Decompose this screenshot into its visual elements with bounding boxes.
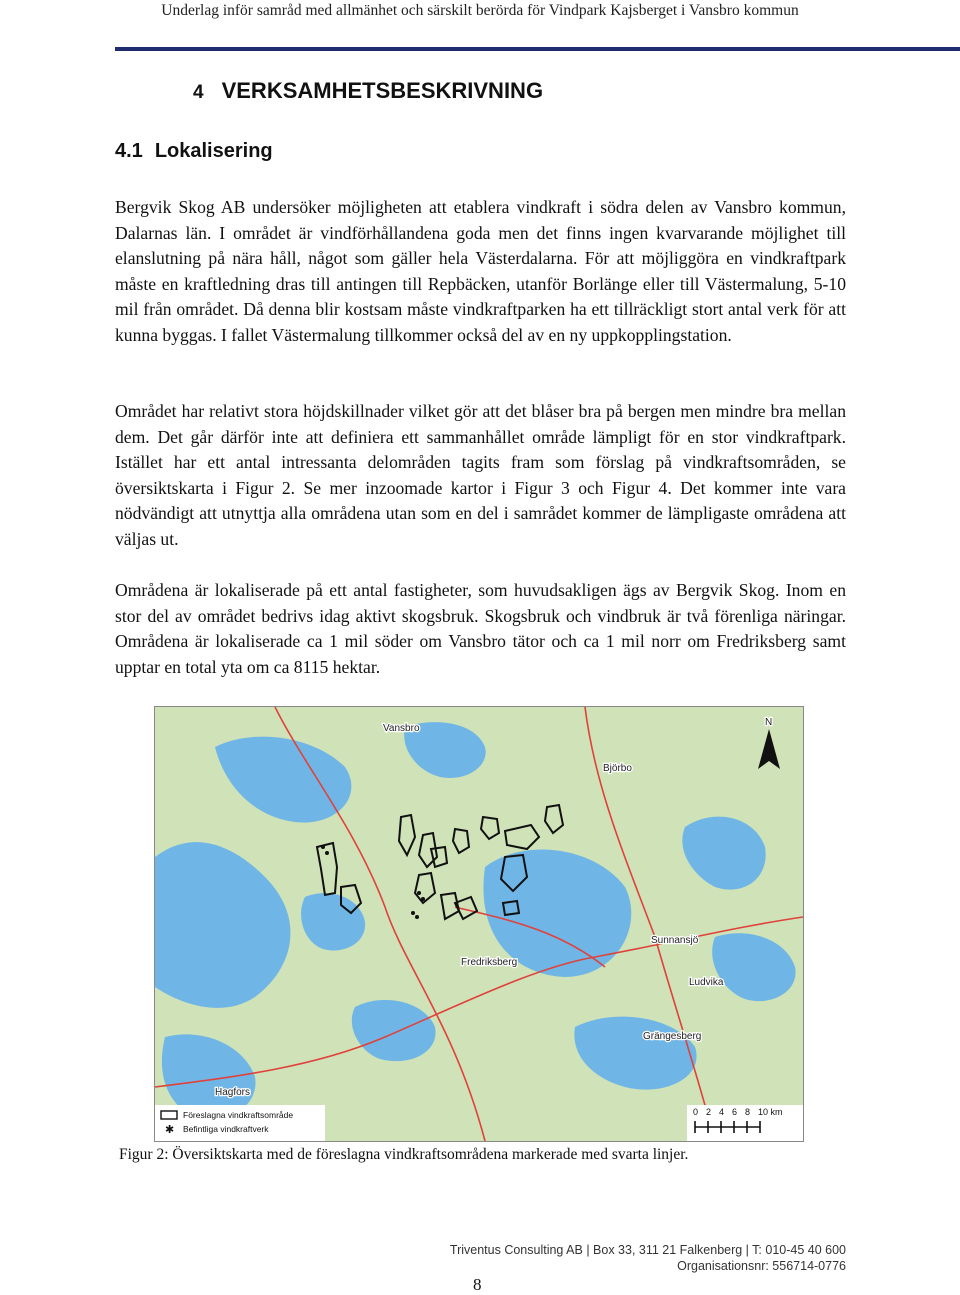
place-vansbro: Vansbro — [383, 723, 420, 734]
scale-tick-0: 0 — [693, 1107, 699, 1117]
legend-existing: Befintliga vindkraftverk — [183, 1124, 269, 1134]
map-graphic — [155, 707, 803, 1141]
section-number: 4 — [193, 82, 204, 103]
footer-org-number: Organisationsnr: 556714-0776 — [677, 1259, 846, 1273]
figure-caption: Figur 2: Översiktskarta med de föreslagna vindkraftsområdena markerade med svarta linjer. — [119, 1146, 689, 1163]
place-bjorbo: Björbo — [603, 763, 632, 774]
place-fredriksberg: Fredriksberg — [461, 957, 518, 968]
paragraph-3: Områdena är lokaliserade på ett antal fastigheter, som huvudsakligen ägs av Bergvik Skog. Inom en stor del av området bedrivs idag aktivt skogsbruk. Skogsbruk och vindbruk är två förenliga näringar. Områdena är lokaliserade ca 1 mil söder om Vansbro tätor och ca 1 mil norr om Fredriksberg samt upptar en total yta om ca 8115 hektar. — [115, 580, 846, 677]
overview-map — [154, 706, 804, 1142]
place-sunnansjo: Sunnansjö — [651, 935, 699, 946]
section-heading — [193, 78, 543, 104]
running-header: Underlag inför samråd med allmänhet och särskilt berörda för Vindpark Kajsberget i Vansbro kommun — [161, 2, 799, 19]
place-hagfors: Hagfors — [215, 1087, 251, 1098]
subsection-title: Lokalisering — [154, 140, 273, 162]
paragraph-2: Området har relativt stora höjdskillnader vilket gör att det blåser bra på bergen men mindre bra mellan dem. Det går därför inte att definiera ett sammanhållet område lämpligt för en stor vindkraftpark. Istället har ett antal intressanta delområden tagits fram som förslag på vindkraftsområden, se översiktskarta i Figur 2. Se mer inzoomade kartor i Figur 3 och Figur 4. Det kommer inte vara nödvändigt att utnyttja alla områdena utan som en del i samrådet kommer de lämpligaste områdena att väljas ut. — [115, 401, 846, 549]
paragraph-1: Bergvik Skog AB undersöker möjligheten att etablera vindkraft i södra delen av Vansbro kommun, Dalarnas län. I området är vindförhållandena goda men det finns ingen kvarvarande möjlighet till elanslutning på nära håll, något som gäller hela Västerdalarna. För att möjliggöra en vindkraftpark måste en kraftledning dras till antingen till Repbäcken, utanför Borlänge eller till Västermalung, 5-10 mil från området. Då denna blir kostsam måste vindkraftparken ha ett tillräckligt stort antal verk för att kunna byggas. I fallet Västermalung tillkommer också del av en ny uppkopplingstation. — [115, 197, 846, 345]
scale-tick-6: 6 — [732, 1107, 738, 1117]
north-label: N — [765, 717, 773, 728]
place-grangesberg: Grängesberg — [643, 1031, 702, 1042]
scale-tick-10: 10 km — [758, 1107, 783, 1117]
scale-tick-8: 8 — [745, 1107, 751, 1117]
scale-tick-4: 4 — [719, 1107, 725, 1117]
legend-proposed: Föreslagna vindkraftsområde — [183, 1110, 294, 1120]
scale-tick-2: 2 — [706, 1107, 712, 1117]
subsection-heading — [115, 140, 273, 163]
legend-turbine-icon: ✱ — [165, 1123, 175, 1136]
footer-company: Triventus Consulting AB | Box 33, 311 21 Falkenberg | T: 010-45 40 600 — [449, 1243, 846, 1257]
page-number: 8 — [473, 1275, 482, 1294]
header-rule — [115, 47, 960, 51]
section-title: VERKSAMHETSBESKRIVNING — [221, 78, 544, 103]
subsection-number: 4.1 — [115, 140, 143, 162]
place-ludvika: Ludvika — [689, 977, 724, 988]
